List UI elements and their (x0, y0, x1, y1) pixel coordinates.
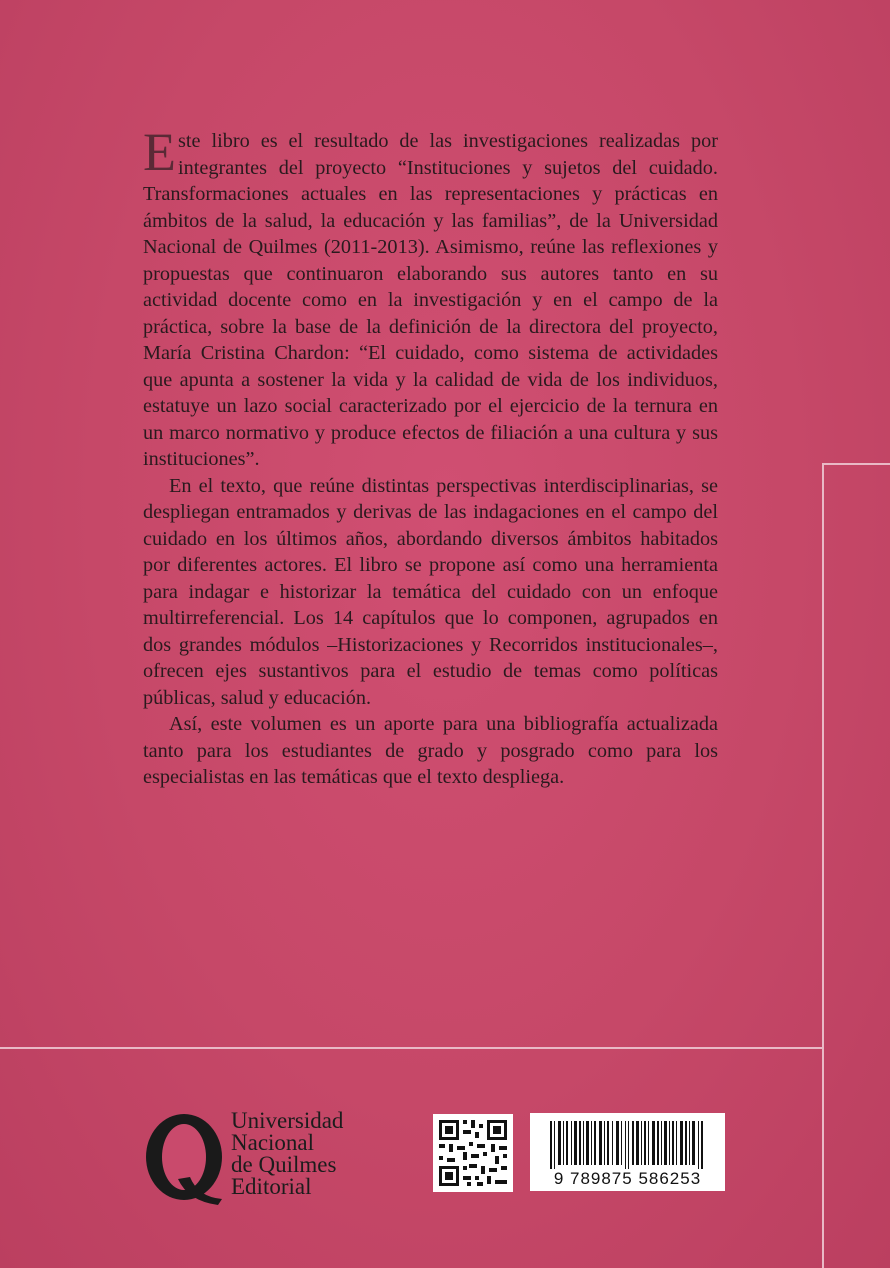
decorative-rule-top (822, 463, 890, 465)
qr-code (433, 1114, 513, 1192)
drop-cap: E (143, 122, 176, 182)
blurb-text (143, 122, 718, 791)
publisher-name (231, 1110, 371, 1198)
quilmes-q-logo-icon (144, 1113, 230, 1207)
publisher-line-2: Nacional (231, 1130, 315, 1155)
paragraph-1-text: ste libro es el resultado de las investigaciones realizadas por integrantes del proyecto “Instituciones y sujetos del cuidado. Transformaciones actuales en las representaciones y prácticas en ámbitos de la salud, la educación y las familias”, de la Universidad Nacional de Quilmes (2011-2013). Asimismo, reúne las reflexiones y propuestas que continuaron elaborando sus autores tanto en su actividad docente como en la investigación y en el campo de la práctica, sobre la base de la definición de la directora del proyecto, María Cristina Chardon: “El cuidado, como sistema de actividades que apunta a sostener la vida y la calidad de vida de los individuos, estatuye un lazo social caracterizado por el ejercicio de la ternura en un marco normativo y produce efectos de filiación a una cultura y sus instituciones”. (143, 130, 718, 470)
publisher-line-1: Universidad (231, 1108, 344, 1133)
blurb-paragraph-1 (143, 122, 718, 473)
isbn-number: 9 789875 586253 (553, 1169, 702, 1188)
publisher-logo (144, 1110, 364, 1205)
blurb-paragraph-2: En el texto, que reúne distintas perspectivas interdisciplinarias, se despliegan entramados y derivas de las indagaciones en el campo del cuidado en los últimos años, abordando diversos ámbitos habitados por diferentes actores. El libro se propone así como una herramienta para indagar e historizar la temática del cuidado con un enfoque multirreferencial. Los 14 capítulos que lo componen, agrupados en dos grandes módulos –Historizaciones y Recorridos institucionales–, ofrecen ejes sustantivos para el estudio de temas como políticas públicas, salud y educación. (143, 474, 718, 709)
blurb-paragraph-3: Así, este volumen es un aporte para una bibliografía actualizada tanto para los estudiantes de grado y posgrado como para los especialistas en las temáticas que el texto despliega. (143, 713, 718, 788)
decorative-rule-vertical (822, 463, 824, 1268)
qr-code-icon (433, 1114, 513, 1192)
publisher-line-3: de Quilmes (231, 1152, 337, 1177)
decorative-rule-horizontal (0, 1047, 824, 1049)
isbn-barcode (530, 1113, 725, 1191)
publisher-line-4: Editorial (231, 1174, 312, 1199)
barcode-icon (530, 1113, 725, 1169)
